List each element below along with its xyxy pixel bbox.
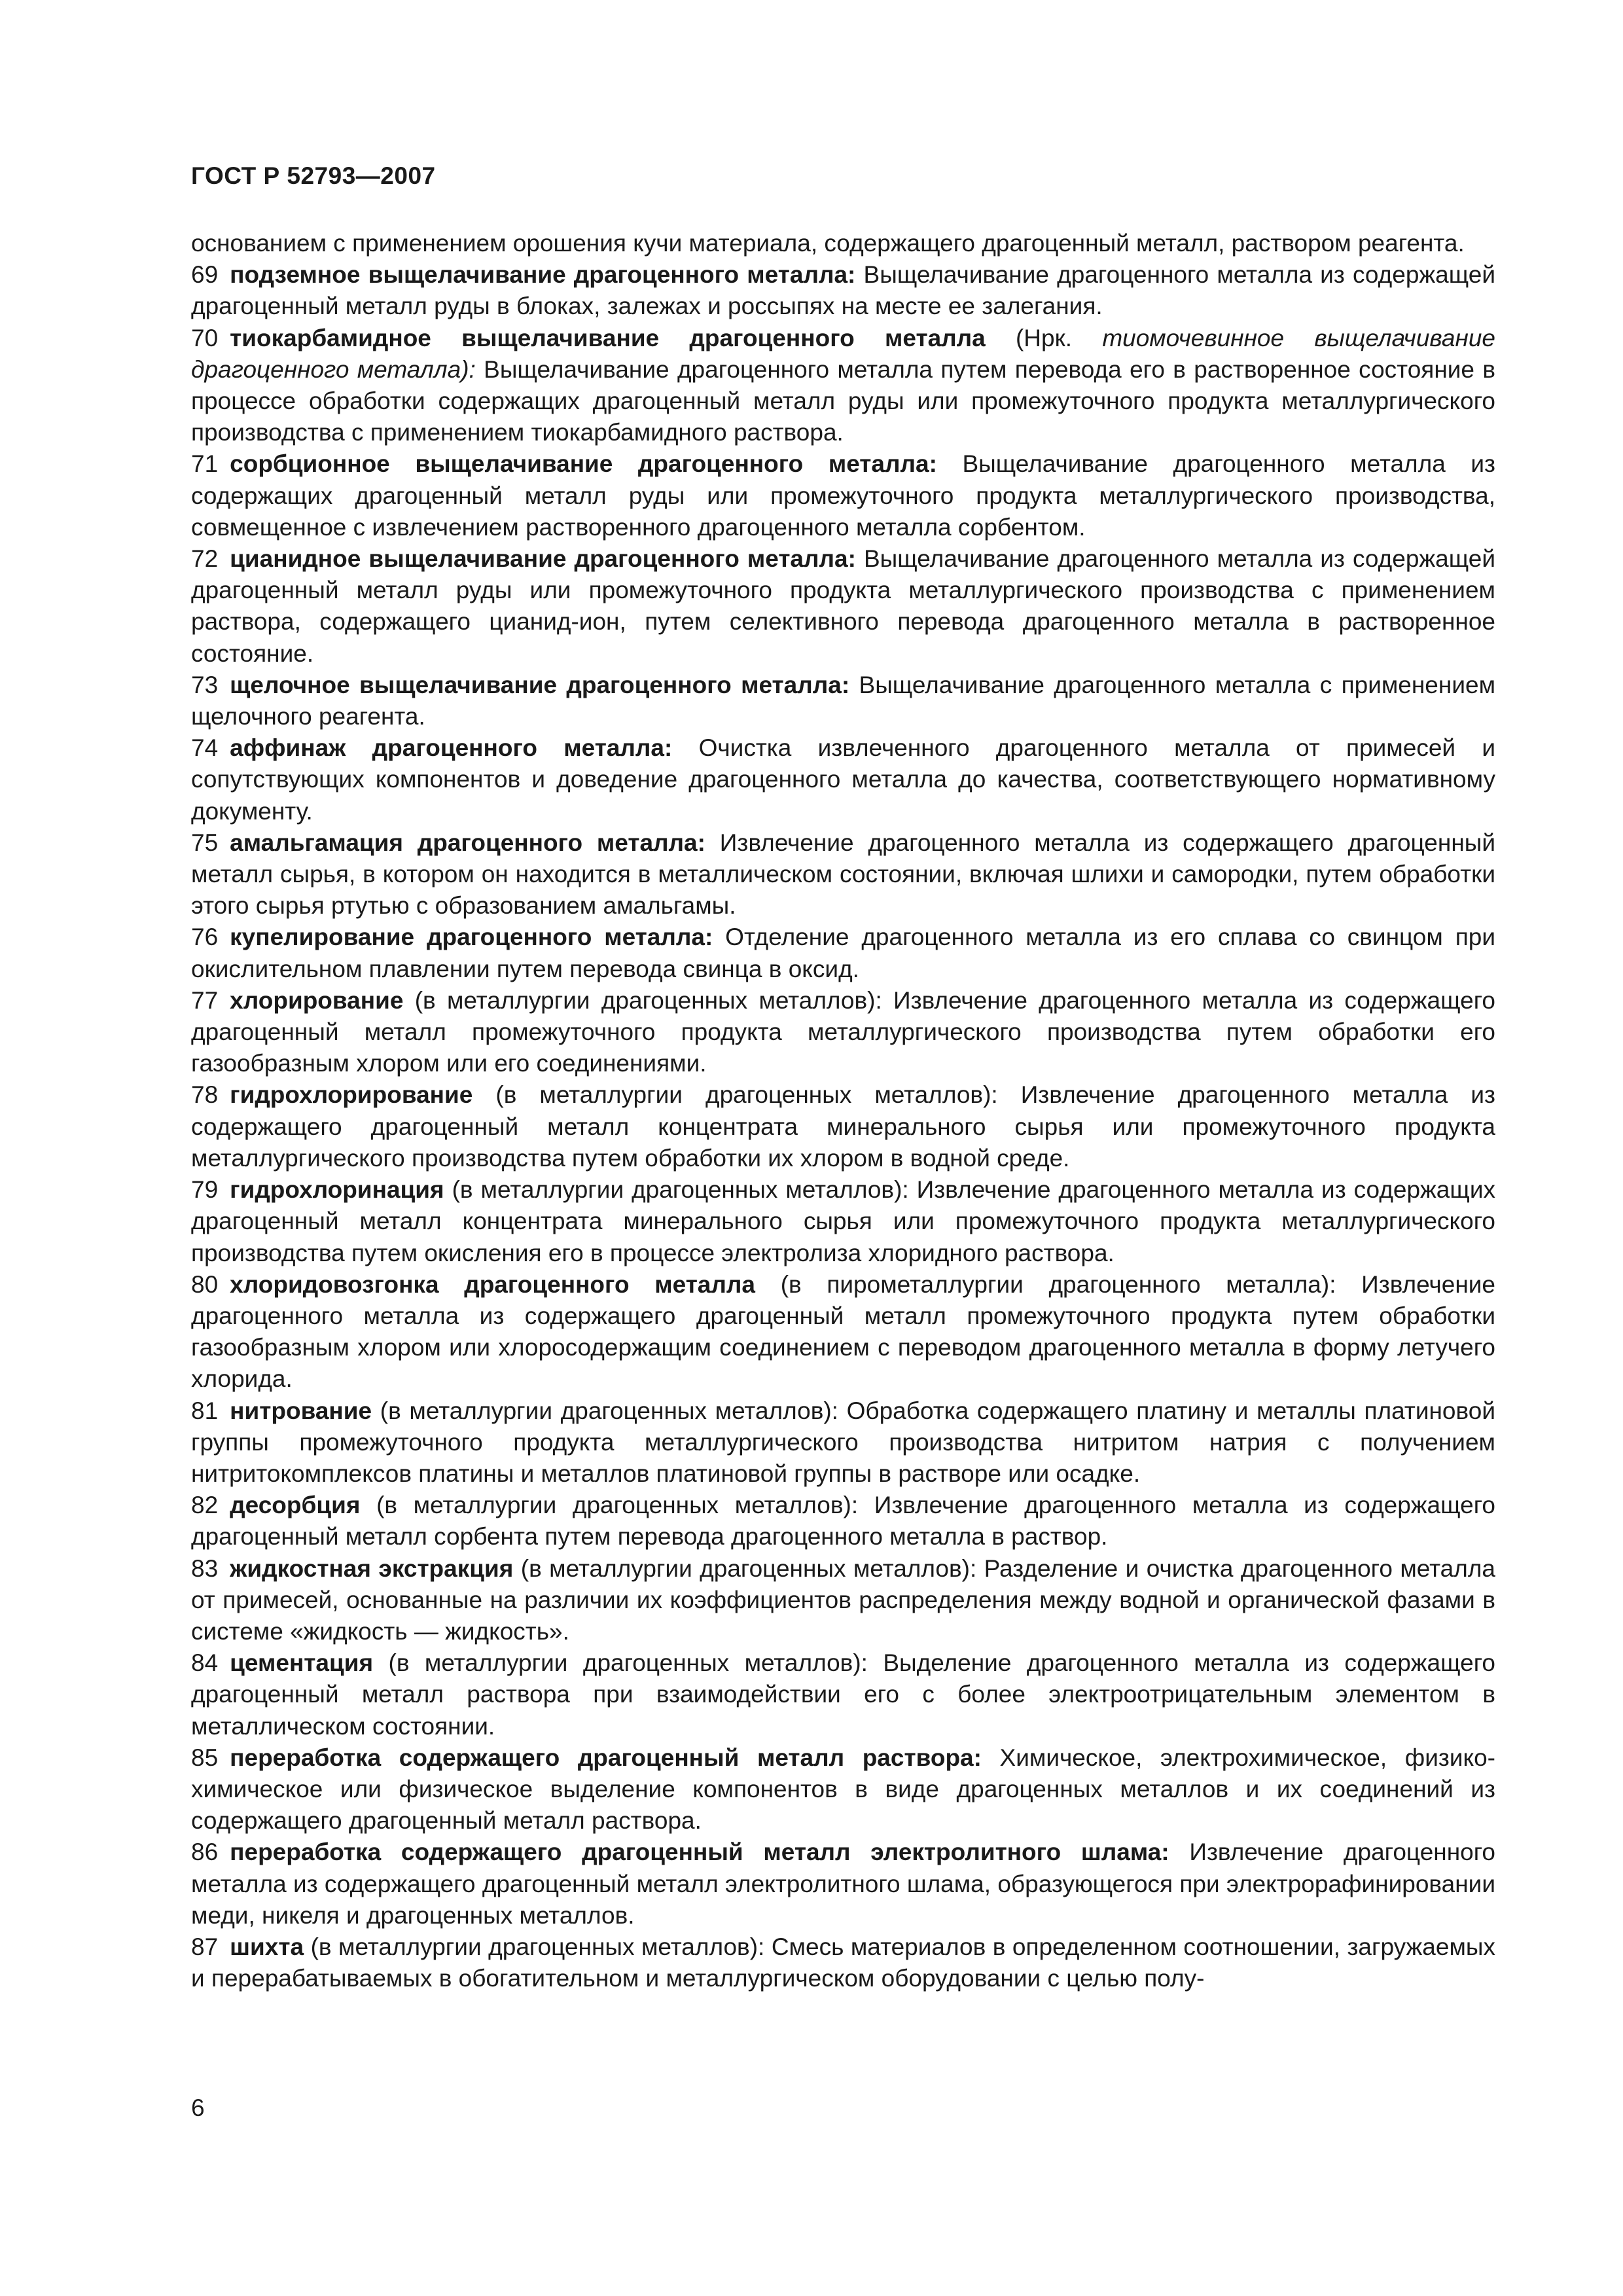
entry-number: 81 [191, 1397, 219, 1424]
entry-term: сорбционное выщелачивание драгоценного металла: [230, 450, 937, 478]
entry-number: 77 [191, 986, 219, 1014]
entry-87 [191, 1931, 1495, 1994]
entry-definition: Выщелачивание драгоценного металла из содержащих драгоценный металл руды или промежуточного продукта металлургического производства, совмещенное с извлечением растворенного драгоценного металла сорбентом. [191, 450, 1496, 541]
entry-80 [191, 1269, 1495, 1395]
entry-definition: Выщелачивание драгоценного металла из содержащей драгоценный металл руды или промежуточного продукта металлургического производства с применением раствора, содержащего цианид-ион, путем селективного перевода драгоценного металла в растворенное состояние. [191, 545, 1496, 667]
entry-definition: (в металлургии драгоценных металлов): Извлечение драгоценного металла из содержащего драгоценный металл промежуточного продукта металлургического производства путем обработки его газообразным хлором или его соединениями. [191, 986, 1496, 1077]
entry-definition: Выщелачивание драгоценного металла путем перевода его в растворенное состояние в процессе обработки содержащих драгоценный металл руды или промежуточного продукта металлургического производства с применением тиокарбамидного раствора. [191, 355, 1495, 446]
entry-83 [191, 1553, 1495, 1648]
entry-number: 78 [191, 1081, 219, 1109]
entry-number: 87 [191, 1933, 219, 1960]
entry-number: 84 [191, 1649, 219, 1677]
entry-term: гидрохлорирование [230, 1081, 473, 1109]
entry-term: амальгамация драгоценного металла: [230, 829, 705, 856]
entry-78 [191, 1079, 1495, 1174]
entry-82 [191, 1490, 1495, 1552]
entry-86 [191, 1837, 1495, 1931]
entry-term: купелирование драгоценного металла: [230, 924, 713, 951]
entry-term: цементация [230, 1649, 374, 1677]
entry-75 [191, 827, 1495, 922]
entry-term: переработка содержащего драгоценный металл раствора: [230, 1744, 982, 1771]
entry-number: 73 [191, 671, 219, 698]
entry-69 [191, 259, 1495, 322]
entry-70 [191, 323, 1495, 449]
entry-definition: (в металлургии драгоценных металлов): Выделение драгоценного металла из содержащего драгоценный металл раствора при взаимодействии его с более электроотрицательным элементом в металлическом состоянии. [191, 1649, 1496, 1740]
document-header: ГОСТ Р 52793—2007 [191, 162, 436, 189]
entry-note-open: (Нрк. [985, 324, 1103, 351]
entry-definition: Выщелачивание драгоценного металла с применением щелочного реагента. [191, 671, 1496, 730]
entry-number: 75 [191, 829, 219, 856]
entry-term: десорбция [230, 1492, 361, 1519]
entry-81 [191, 1395, 1495, 1490]
entry-number: 80 [191, 1270, 219, 1298]
entry-77 [191, 985, 1495, 1080]
entry-term: нитрование [230, 1397, 372, 1424]
entry-79 [191, 1174, 1495, 1269]
entry-term: хлоридовозгонка драгоценного металла [230, 1270, 755, 1298]
entry-number: 79 [191, 1176, 219, 1204]
entry-number: 74 [191, 734, 219, 762]
entry-number: 83 [191, 1554, 219, 1582]
entry-definition: Очистка извлеченного драгоценного металла от примесей и сопутствующих компонентов и доведение драгоценного металла до качества, соответствующего нормативному документу. [191, 734, 1495, 825]
entry-number: 76 [191, 924, 219, 951]
entry-definition: (в металлургии драгоценных металлов): Смесь материалов в определенном соотношении, загружаемых и перерабатываемых в обогатительном и металлургическом оборудовании с целью полу- [191, 1933, 1495, 1992]
entry-term: тиокарбамидное выщелачивание драгоценного металла [230, 324, 986, 351]
document-body [191, 228, 1495, 1994]
entry-note-close: ): [461, 355, 476, 383]
entry-definition: Выщелачивание драгоценного металла из содержащей драгоценный металл руды в блоках, залежах и россыпях на месте ее залегания. [191, 261, 1496, 320]
entry-definition: (в пирометаллургии драгоценного металла): Извлечение драгоценного металла из содержащего драгоценный металл промежуточного продукта путем обработки газообразным хлором или хлоросодержащим соединением с переводом драгоценного металла в форму летучего хлорида. [191, 1270, 1496, 1393]
entry-term: аффинаж драгоценного металла: [230, 734, 673, 762]
entry-74 [191, 732, 1495, 827]
entry-76 [191, 922, 1495, 984]
entry-term: гидрохлоринация [230, 1176, 444, 1204]
entry-definition: Извлечение драгоценного металла из содержащего драгоценный металл электролитного шлама, образующегося при электрорафинировании меди, никеля и драгоценных металлов. [191, 1839, 1495, 1929]
page-number: 6 [191, 2094, 205, 2121]
entry-definition: Извлечение драгоценного металла из содержащего драгоценный металл сырья, в котором он находится в металлическом состоянии, включая шлихи и самородки, путем обработки этого сырья ртутью с образованием амальгамы. [191, 829, 1496, 920]
entry-71 [191, 448, 1495, 543]
entry-number: 86 [191, 1839, 219, 1866]
entry-number: 69 [191, 261, 219, 289]
entry-definition: (в металлургии драгоценных металлов): Разделение и очистка драгоценного металла от примесей, основанные на различии их коэффициентов распределения между водной и органической фазами в системе «жидкость — жидкость». [191, 1554, 1496, 1645]
entry-definition: (в металлургии драгоценных металлов): Извлечение драгоценного металла из содержащих драгоценный металл концентрата минерального сырья или промежуточного продукта металлургического производства путем окисления его в процессе электролиза хлоридного раствора. [191, 1176, 1495, 1266]
entry-number: 72 [191, 545, 219, 573]
entry-term: подземное выщелачивание драгоценного металла: [230, 261, 856, 289]
entry-73 [191, 670, 1495, 732]
entry-term: жидкостная экстракция [230, 1554, 514, 1582]
entry-84 [191, 1647, 1495, 1742]
entry-definition: (в металлургии драгоценных металлов): Обработка содержащего платину и металлы платиновой группы промежуточного продукта металлургического производства нитритом натрия с получением нитритокомплексов платины и металлов платиновой группы в растворе или осадке. [191, 1397, 1495, 1487]
entry-definition: (в металлургии драгоценных металлов): Извлечение драгоценного металла из содержащего драгоценный металл концентрата минерального сырья или промежуточного продукта металлургического производства путем обработки их хлором в водной среде. [191, 1081, 1495, 1172]
entry-term: цианидное выщелачивание драгоценного металла: [230, 545, 856, 573]
entry-85 [191, 1742, 1495, 1837]
entry-definition: Отделение драгоценного металла из его сплава со свинцом при окислительном плавлении путем перевода свинца в оксид. [191, 924, 1495, 982]
entry-number: 70 [191, 324, 219, 351]
entry-term: хлорирование [230, 986, 404, 1014]
entry-number: 82 [191, 1492, 219, 1519]
entry-deprecated-term: тиомочевинное выщелачивание драгоценного металла [191, 324, 1495, 383]
entry-72 [191, 543, 1495, 670]
entry-definition: (в металлургии драгоценных металлов): Извлечение драгоценного металла из содержащего драгоценный металл сорбента путем перевода драгоценного металла в раствор. [191, 1492, 1496, 1551]
entry-term: шихта [230, 1933, 304, 1960]
entry-term: щелочное выщелачивание драгоценного металла: [230, 671, 850, 698]
entry-definition: Химическое, электрохимическое, физико-химическое или физическое выделение компонентов в виде драгоценных металлов и их соединений из содержащего драгоценный металл раствора. [191, 1744, 1495, 1835]
entry-term: переработка содержащего драгоценный металл электролитного шлама: [230, 1839, 1169, 1866]
continuation-paragraph: основанием с применением орошения кучи материала, содержащего драгоценный металл, раствором реагента. [191, 230, 1465, 257]
entry-number: 71 [191, 450, 219, 478]
entry-number: 85 [191, 1744, 219, 1771]
